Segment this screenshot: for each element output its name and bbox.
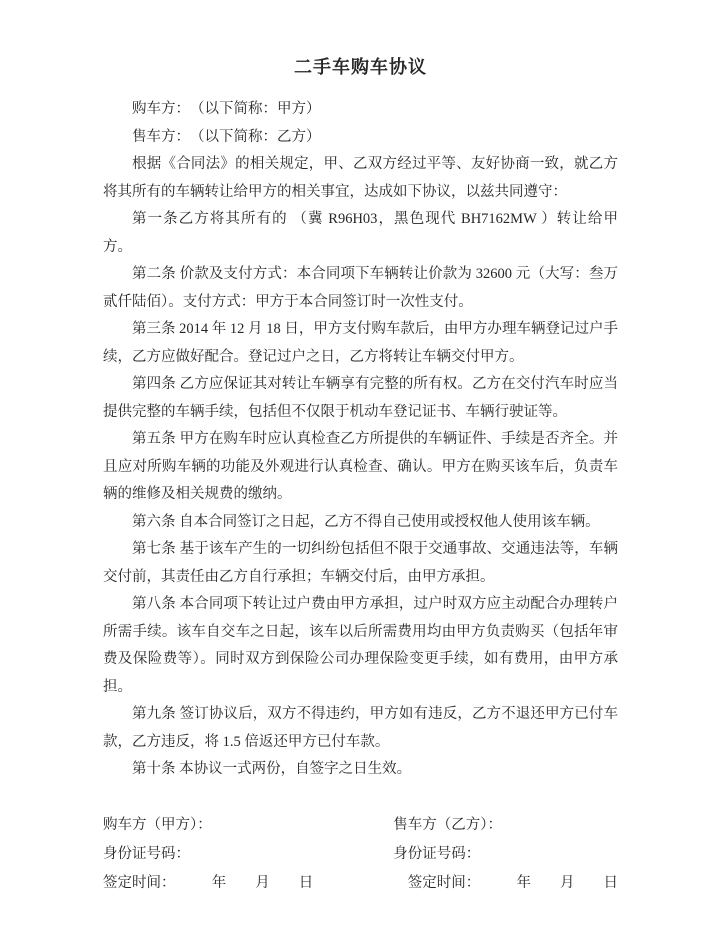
buyer-party-label: 购车方（甲方）： [103, 816, 212, 833]
seller-date-label: 签定时间： 年 月 日 [393, 874, 618, 891]
buyer-date-label: 签定时间： 年 月 日 [103, 874, 314, 891]
doc-paragraph: 第三条 2014 年 12 月 18 日，甲方支付购车款后，由甲方办理车辆登记过户手续，乙方应做好配合。登记过户之日，乙方将转让车辆交付甲方。 [103, 321, 618, 365]
doc-paragraph: 第一条乙方将其所有的 （冀 R96H03，黑色现代 BH7162MW ）转让给甲方。 [103, 211, 618, 255]
doc-paragraph: 第七条 基于该车产生的一切纠纷包括但不限于交通事故、交通违法等，车辆交付前，其责任由乙方自行承担；车辆交付后，由甲方承担。 [103, 541, 618, 585]
document-body [103, 96, 618, 784]
doc-paragraph: 根据《合同法》的相关规定，甲、乙双方经过平等、友好协商一致，就乙方将其所有的车辆转让给甲方的相关事宜，达成如下协议，以兹共同遵守： [103, 156, 618, 200]
doc-paragraph: 第四条 乙方应保证其对转让车辆享有完整的所有权。乙方在交付汽车时应当提供完整的车辆手续，包括但不仅限于机动车登记证书、车辆行驶证等。 [103, 376, 618, 420]
doc-paragraph: 售车方： （以下简称：乙方） [132, 128, 321, 145]
signature-seller-column [393, 811, 618, 898]
doc-paragraph: 第六条 自本合同签订之日起，乙方不得自己使用或授权他人使用该车辆。 [132, 513, 600, 530]
doc-paragraph: 第八条 本合同项下转让过户费由甲方承担，过户时双方应主动配合办理转户所需手续。该车自交车之日起，该车以后所需费用均由甲方负责购买（包括年审费及保险费等）。同时双方到保险公司办理保险变更手续，如有费用，由甲方承担。 [103, 596, 618, 695]
doc-paragraph: 第五条 甲方在购车时应认真检查乙方所提供的车辆证件、手续是否齐全。并且应对所购车辆的功能及外观进行认真检查、确认。甲方在购买该车后，负责车辆的维修及相关规费的缴纳。 [103, 431, 618, 502]
seller-party-label: 售车方（乙方）： [393, 816, 502, 833]
doc-paragraph: 第二条 价款及支付方式：本合同项下车辆转让价款为 32600 元（大写：叁万贰仟陆佰）。支付方式：甲方于本合同签订时一次性支付。 [103, 266, 618, 310]
buyer-id-label: 身份证号码： [103, 845, 190, 862]
doc-paragraph: 购车方： （以下简称：甲方） [132, 101, 321, 117]
doc-paragraph: 第十条 本协议一式两份，自签字之日生效。 [132, 761, 412, 777]
seller-id-label: 身份证号码： [393, 845, 481, 862]
doc-paragraph: 第九条 签订协议后，双方不得违约，甲方如有违反，乙方不退还甲方已付车款，乙方违反，将 1.5 倍返还甲方已付车款。 [103, 706, 618, 750]
signature-block [103, 811, 618, 898]
document-title: 二手车购车协议 [294, 57, 427, 77]
signature-buyer-column [103, 811, 393, 898]
